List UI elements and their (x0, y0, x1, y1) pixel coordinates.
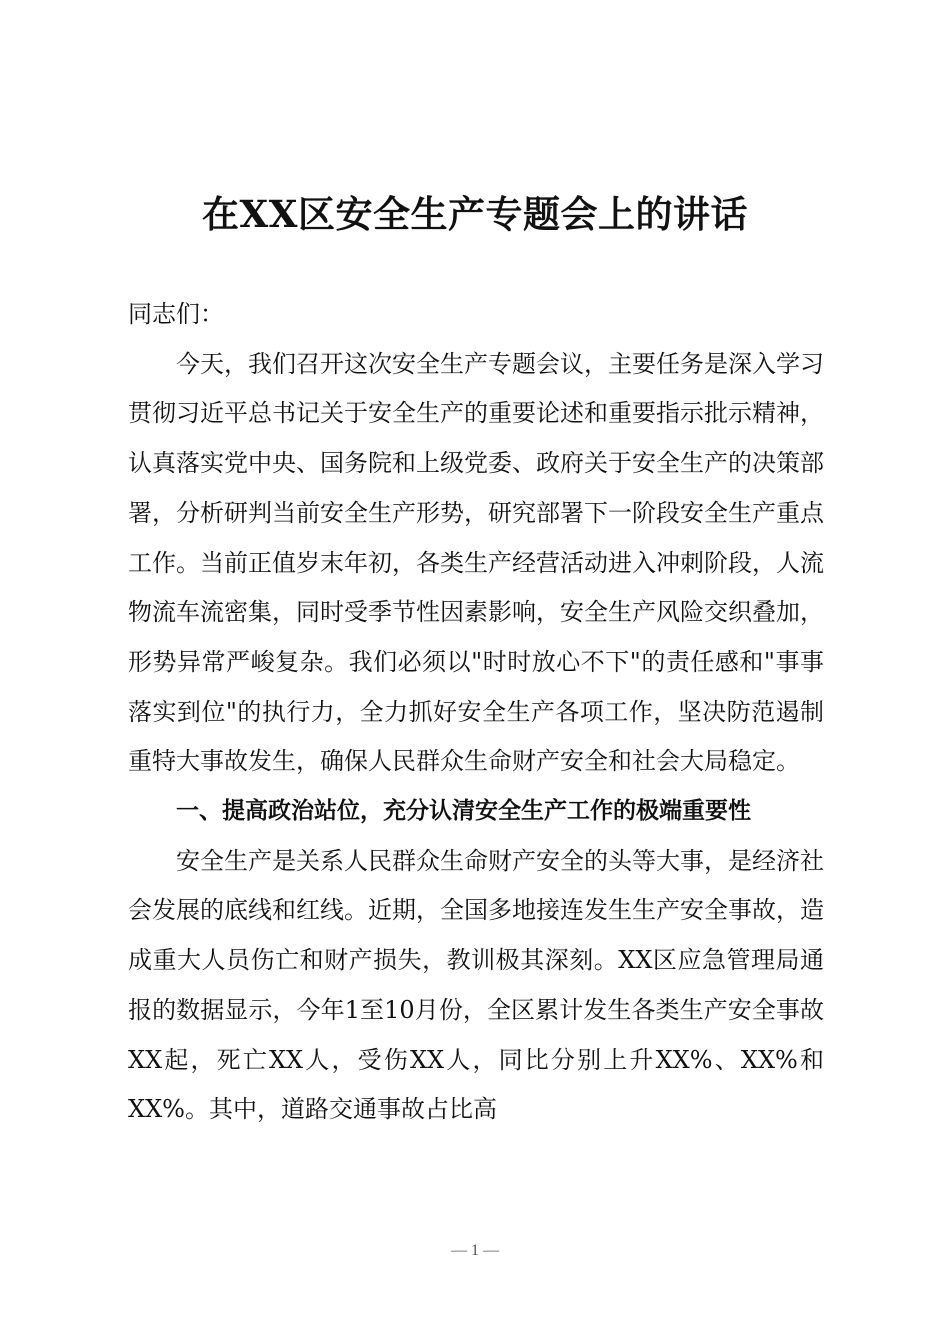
section-paragraph: 安全生产是关系人民群众生命财产安全的头等大事，是经济社会发展的底线和红线。近期，全国多地接连发生生产安全事故，造成重大人员伤亡和财产损失，教训极其深刻。XX区应急管理局通报的数据显示，今年1至10月份，全区累计发生各类生产安全事故XX起，死亡XX人，受伤XX人，同比分别上升XX%、XX%和XX%。其中，道路交通事故占比高 (128, 846, 824, 1124)
document-body (128, 290, 824, 1135)
intro-paragraph: 今天，我们召开这次安全生产专题会议，主要任务是深入学习贯彻习近平总书记关于安全生产的重要论述和重要指示批示精神，认真落实党中央、国务院和上级党委、政府关于安全生产的决策部署，分析研判当前安全生产形势，研究部署下一阶段安全生产重点工作。当前正值岁末年初，各类生产经营活动进入冲刺阶段，人流物流车流密集，同时受季节性因素影响，安全生产风险交织叠加，形势异常严峻复杂。我们必须以"时时放心不下"的责任感和"事事落实到位"的执行力，全力抓好安全生产各项工作，坚决防范遏制重特大事故发生，确保人民群众生命财产安全和社会大局稳定。 (128, 349, 824, 776)
document-title: 在XX区安全生产专题会上的讲话 (202, 192, 748, 236)
page-number: — 1 — (451, 1242, 499, 1259)
salutation: 同志们： (128, 300, 224, 328)
section-heading: 一、提高政治站位，充分认清安全生产工作的极端重要性 (176, 798, 751, 825)
